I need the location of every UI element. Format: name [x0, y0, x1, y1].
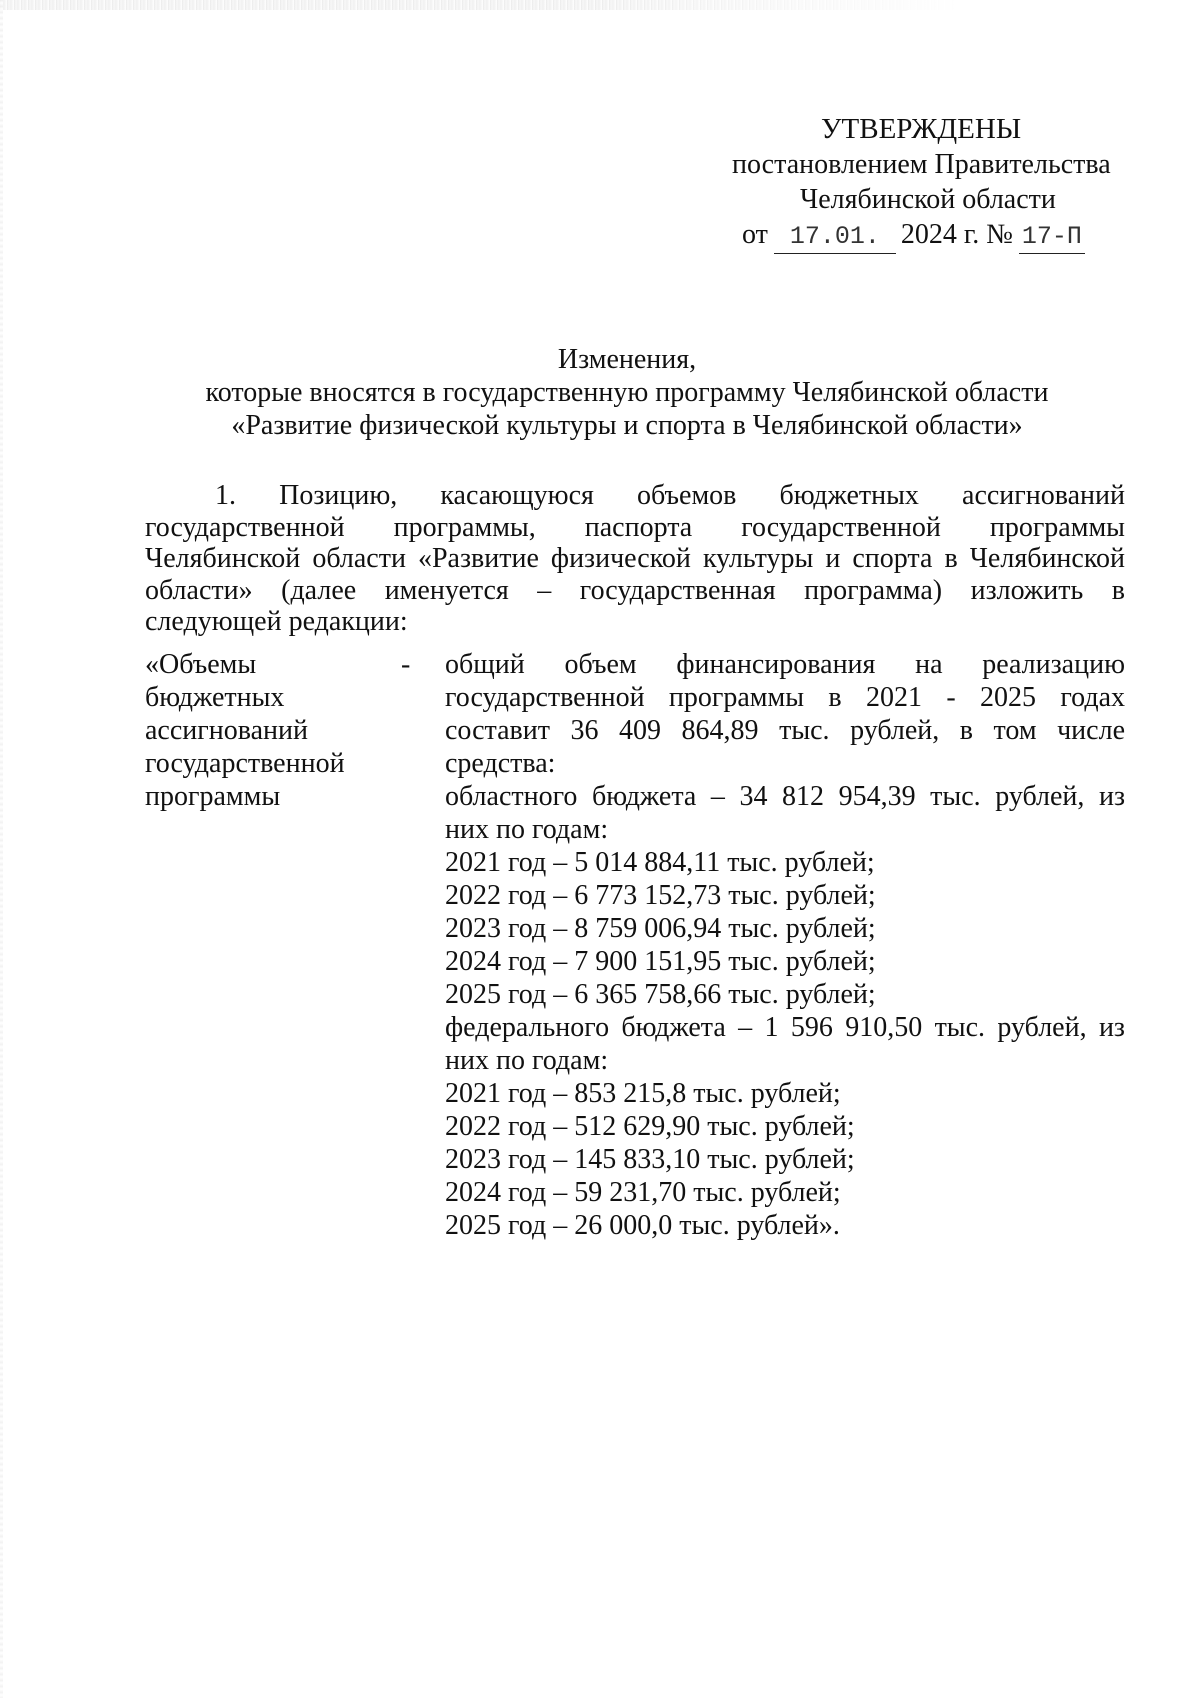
position-label-line: государственной — [145, 748, 345, 779]
position-label-line: ассигнований — [145, 715, 308, 746]
federal-year-line: 2024 год – 59 231,70 тыс. рублей; — [445, 1177, 841, 1208]
position-content — [445, 648, 1125, 1242]
title-line-2: которые вносятся в государственную программу Челябинской области — [205, 377, 1049, 408]
position-dash: - — [401, 649, 411, 680]
position-label-line: бюджетных — [145, 682, 285, 713]
paragraph-line: государственной программы, паспорта государственной программы — [145, 511, 1125, 543]
approval-date-line — [718, 217, 1138, 254]
approval-heading: УТВЕРЖДЕНЫ — [821, 113, 1022, 145]
position-label — [145, 648, 405, 813]
federal-budget-line: федерального бюджета – 1 596 910,50 тыс. рублей, из — [445, 1012, 1125, 1043]
approval-line-2: постановлением Правительства — [732, 149, 1111, 180]
federal-year-line: 2022 год – 512 629,90 тыс. рублей; — [445, 1111, 855, 1142]
regional-year-line: 2022 год – 6 773 152,73 тыс. рублей; — [445, 880, 876, 911]
date-value: 17.01. — [774, 221, 896, 254]
content-line: составит 36 409 864,89 тыс. рублей, в том числе — [445, 715, 1125, 746]
number-value: 17-П — [1019, 221, 1085, 254]
paragraph-line: области» (далее именуется – государственная программа) изложить в — [145, 574, 1125, 606]
federal-year-line: 2021 год – 853 215,8 тыс. рублей; — [445, 1078, 841, 1109]
regional-year-line: 2021 год – 5 014 884,11 тыс. рублей; — [445, 847, 875, 878]
date-prefix: от — [742, 219, 768, 250]
federal-year-line: 2023 год – 145 833,10 тыс. рублей; — [445, 1144, 855, 1175]
scan-artifact-left-edge — [0, 0, 3, 1698]
federal-year-line: 2025 год – 26 000,0 тыс. рублей». — [445, 1210, 840, 1241]
regional-year-line: 2025 год – 6 365 758,66 тыс. рублей; — [445, 979, 876, 1010]
content-line: них по годам: — [445, 814, 609, 845]
paragraph-line: следующей редакции: — [145, 606, 408, 637]
scan-artifact-top — [0, 0, 1200, 10]
regional-year-line: 2024 год – 7 900 151,95 тыс. рублей; — [445, 946, 876, 977]
regional-budget-line: областного бюджета – 34 812 954,39 тыс. рублей, из — [445, 781, 1125, 812]
paragraph-line: Челябинской области «Развитие физической культуры и спорта в Челябинской — [145, 543, 1125, 574]
title-line-3: «Развитие физической культуры и спорта в Челябинской области» — [231, 410, 1023, 441]
approval-line-3: Челябинской области — [800, 184, 1056, 215]
year-suffix: 2024 г. № — [900, 219, 1013, 250]
position-label-line: программы — [145, 781, 281, 812]
regional-year-line: 2023 год – 8 759 006,94 тыс. рублей; — [445, 913, 876, 944]
position-label-line: «Объемы — [145, 649, 257, 680]
paragraph-1 — [145, 480, 1125, 638]
content-line: общий объем финансирования на реализацию — [445, 649, 1125, 680]
content-line: средства: — [445, 748, 556, 779]
approval-stamp-block — [718, 112, 1138, 254]
title-line-1: Изменения, — [557, 344, 697, 375]
document-title — [0, 343, 1200, 442]
content-line: них по годам: — [445, 1045, 609, 1076]
content-line: государственной программы в 2021 - 2025 годах — [445, 682, 1125, 713]
paragraph-line: 1. Позицию, касающуюся объемов бюджетных ассигнований — [215, 480, 1125, 511]
